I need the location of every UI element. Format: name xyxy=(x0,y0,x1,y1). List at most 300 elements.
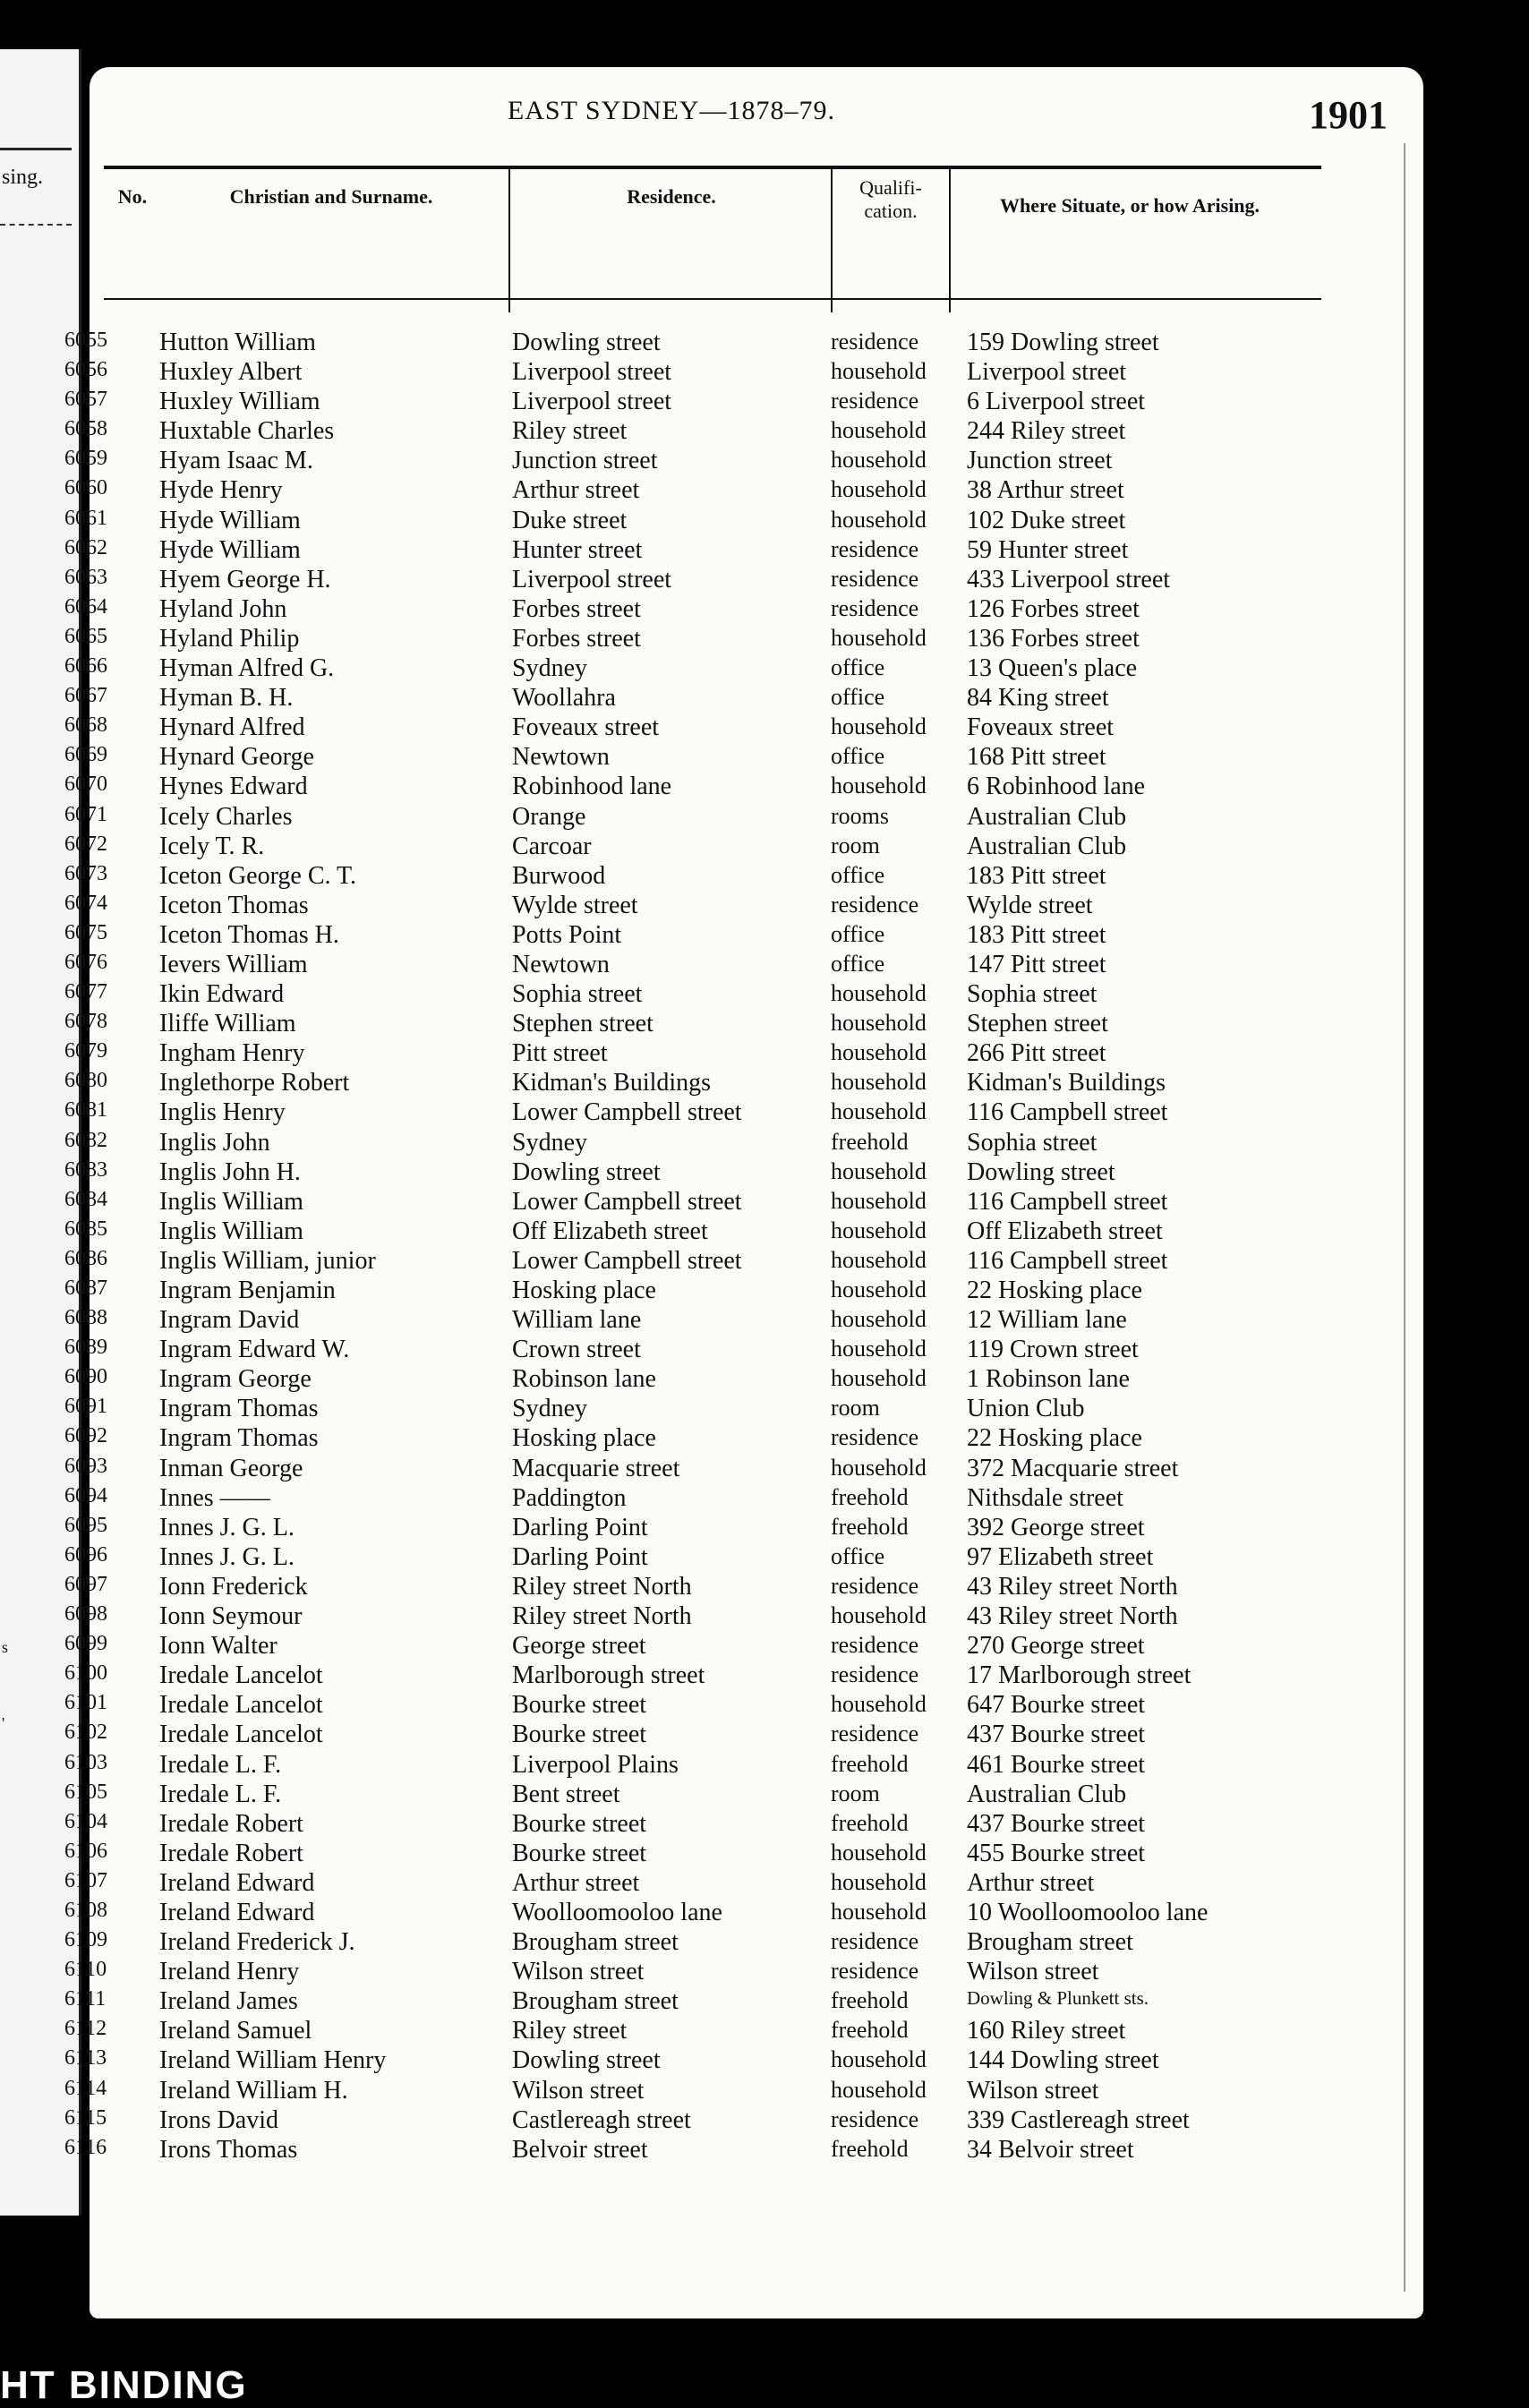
entry-name: Ingram Thomas xyxy=(159,1395,319,1423)
entry-residence: Liverpool street xyxy=(512,358,672,387)
entry-qualification: household xyxy=(831,1336,927,1362)
table-row xyxy=(64,2046,1423,2076)
entry-where-situate: 126 Forbes street xyxy=(967,594,1140,623)
entry-number: 6083 xyxy=(64,1157,107,1182)
entry-number: 6109 xyxy=(64,1928,107,1952)
entry-number: 6110 xyxy=(64,1958,107,1982)
entry-where-situate: 6 Robinhood lane xyxy=(967,773,1146,801)
entry-where-situate: 13 Queen's place xyxy=(967,654,1138,683)
entry-qualification: household xyxy=(831,506,927,533)
entry-residence: Hosking place xyxy=(512,1424,656,1453)
entry-number: 6057 xyxy=(64,388,107,412)
entry-name: Hyde William xyxy=(159,535,301,564)
facing-page-mark: s xyxy=(2,1638,9,1656)
entry-number: 6078 xyxy=(64,1010,107,1034)
entry-where-situate: Australian Club xyxy=(967,802,1127,831)
entry-residence: Bourke street xyxy=(512,1839,647,1867)
entry-qualification: household xyxy=(831,1365,927,1392)
entry-name: Ireland Samuel xyxy=(159,2017,312,2045)
entry-where-situate: Dowling street xyxy=(967,1157,1115,1186)
entry-qualification: freehold xyxy=(831,1128,909,1155)
entry-residence: Foveaux street xyxy=(512,713,660,742)
table-row xyxy=(64,802,1423,833)
register-page xyxy=(64,67,1423,2318)
page-number: 1901 xyxy=(1309,93,1388,137)
entry-where-situate: Australian Club xyxy=(967,832,1127,860)
table-row xyxy=(64,1780,1423,1810)
entry-name: Hyman Alfred G. xyxy=(159,654,335,683)
table-row xyxy=(64,624,1423,654)
entry-name: Huxley Albert xyxy=(159,358,303,387)
entry-residence: William lane xyxy=(512,1306,642,1335)
entry-where-situate: 119 Crown street xyxy=(967,1336,1139,1364)
entry-residence: Newtown xyxy=(512,743,610,772)
column-header-where: Where Situate, or how Arising. xyxy=(999,194,1260,217)
entry-name: Inglis William xyxy=(159,1217,303,1245)
entry-where-situate: 22 Hosking place xyxy=(967,1424,1142,1453)
entry-where-situate: 437 Bourke street xyxy=(967,1721,1146,1749)
entry-residence: Sydney xyxy=(512,1395,587,1423)
table-row xyxy=(64,1424,1423,1454)
entry-residence: Lower Campbell street xyxy=(512,1098,742,1127)
table-row xyxy=(64,920,1423,951)
table-row xyxy=(64,1365,1423,1395)
table-row xyxy=(64,2076,1423,2106)
table-row xyxy=(64,1928,1423,1958)
entry-qualification: household xyxy=(831,447,927,474)
column-header-rule xyxy=(104,298,1321,300)
table-row xyxy=(64,417,1423,447)
entry-name: Ievers William xyxy=(159,950,308,978)
table-row xyxy=(64,1306,1423,1336)
facing-page-dashed-rule xyxy=(0,224,72,226)
column-header-no: No. xyxy=(117,185,148,208)
entry-qualification: office xyxy=(831,920,885,947)
entry-name: Hutton William xyxy=(159,329,316,356)
entry-residence: Kidman's Buildings xyxy=(512,1069,712,1097)
table-row xyxy=(64,358,1423,388)
entry-qualification: office xyxy=(831,743,885,770)
table-row xyxy=(64,743,1423,773)
entry-number: 6082 xyxy=(64,1128,107,1152)
entry-where-situate: 183 Pitt street xyxy=(967,861,1106,890)
entry-qualification: household xyxy=(831,2076,927,2103)
entry-residence: Bourke street xyxy=(512,1691,647,1720)
entry-residence: Brougham street xyxy=(512,1928,679,1957)
entry-number: 6088 xyxy=(64,1306,107,1330)
entry-number: 6106 xyxy=(64,1839,107,1863)
entry-residence: Riley street North xyxy=(512,1572,692,1601)
entry-name: Inglis William, junior xyxy=(159,1246,376,1275)
entry-name: Hyde William xyxy=(159,506,301,534)
entry-name: Hyland John xyxy=(159,594,287,623)
entry-residence: Newtown xyxy=(512,950,610,978)
entry-number: 6075 xyxy=(64,920,107,944)
entry-name: Ingram George xyxy=(159,1365,312,1394)
entry-where-situate: 160 Riley street xyxy=(967,2017,1126,2045)
entry-qualification: household xyxy=(831,1010,927,1037)
entry-where-situate: Liverpool street xyxy=(967,358,1127,387)
entry-qualification: household xyxy=(831,1277,927,1302)
entry-number: 6061 xyxy=(64,506,107,530)
table-row xyxy=(64,1987,1423,2017)
entry-where-situate: 437 Bourke street xyxy=(967,1809,1146,1838)
entry-name: Huxley William xyxy=(159,388,320,416)
entry-name: Innes J. G. L. xyxy=(159,1513,295,1541)
table-row xyxy=(64,2017,1423,2046)
entry-residence: Forbes street xyxy=(512,594,641,623)
table-row xyxy=(64,713,1423,743)
entry-qualification: residence xyxy=(831,594,919,621)
column-header-qualification: Qualifi- cation. xyxy=(859,176,922,222)
table-row xyxy=(64,1039,1423,1069)
table-row xyxy=(64,1542,1423,1573)
entry-name: Iceton Thomas H. xyxy=(159,920,339,949)
column-header-residence: Residence. xyxy=(627,185,716,208)
entry-where-situate: 43 Riley street North xyxy=(967,1602,1178,1631)
entry-name: Hyem George H. xyxy=(159,565,331,593)
entry-where-situate: 43 Riley street North xyxy=(967,1572,1178,1601)
table-row xyxy=(64,1217,1423,1247)
entry-where-situate: Nithsdale street xyxy=(967,1483,1123,1512)
entry-name: Ireland William Henry xyxy=(159,2046,387,2075)
table-row xyxy=(64,1128,1423,1158)
entry-name: Ireland Edward xyxy=(159,1868,315,1897)
entry-residence: Brougham street xyxy=(512,1987,679,2016)
entry-residence: Sydney xyxy=(512,1128,587,1157)
entry-residence: Woolloomooloo lane xyxy=(512,1898,722,1926)
table-row xyxy=(64,1454,1423,1484)
entry-residence: Marlborough street xyxy=(512,1661,705,1690)
entry-number: 6105 xyxy=(64,1780,107,1804)
table-row xyxy=(64,684,1423,713)
entry-qualification: household xyxy=(831,1454,927,1481)
entry-where-situate: 455 Bourke street xyxy=(967,1839,1146,1867)
entry-number: 6081 xyxy=(64,1098,107,1123)
entry-where-situate: 147 Pitt street xyxy=(967,950,1106,978)
entry-residence: Liverpool street xyxy=(512,565,672,593)
entry-where-situate: Foveaux street xyxy=(967,713,1115,742)
entry-where-situate: 159 Dowling street xyxy=(967,329,1159,356)
entry-residence: Belvoir street xyxy=(512,2135,648,2164)
entry-qualification: freehold xyxy=(831,1809,909,1836)
entry-qualification: residence xyxy=(831,565,919,592)
table-row xyxy=(64,1958,1423,1987)
entry-name: Ionn Walter xyxy=(159,1632,278,1661)
entry-where-situate: 1 Robinson lane xyxy=(967,1365,1130,1394)
table-row xyxy=(64,565,1423,595)
entry-qualification: household xyxy=(831,417,927,444)
entry-where-situate: 433 Liverpool street xyxy=(967,565,1171,593)
entry-number: 6055 xyxy=(64,329,107,352)
entry-residence: Robinhood lane xyxy=(512,773,672,801)
table-row xyxy=(64,1336,1423,1365)
table-row xyxy=(64,1572,1423,1602)
entry-name: Innes J. G. L. xyxy=(159,1542,295,1571)
page-title: EAST SYDNEY—1878–79. xyxy=(507,96,836,125)
entry-name: Ingram David xyxy=(159,1306,300,1335)
entry-number: 6066 xyxy=(64,654,107,679)
entry-qualification: room xyxy=(831,832,880,858)
entry-qualification: room xyxy=(831,1395,880,1422)
entry-qualification: household xyxy=(831,476,927,503)
entry-name: Ireland Frederick J. xyxy=(159,1928,355,1957)
entry-where-situate: Arthur street xyxy=(967,1868,1095,1897)
entry-where-situate: Union Club xyxy=(967,1395,1085,1423)
entry-number: 6063 xyxy=(64,565,107,589)
entry-where-situate: 10 Woolloomooloo lane xyxy=(967,1898,1209,1926)
table-row xyxy=(64,1395,1423,1424)
entry-name: Icely T. R. xyxy=(159,832,265,860)
entry-number: 6062 xyxy=(64,535,107,559)
entry-qualification: room xyxy=(831,1780,880,1806)
entry-qualification: office xyxy=(831,654,885,681)
entry-residence: Burwood xyxy=(512,861,606,890)
entry-number: 6080 xyxy=(64,1069,107,1093)
table-row xyxy=(64,1839,1423,1869)
entry-where-situate: 136 Forbes street xyxy=(967,624,1140,653)
entry-name: Iredale Robert xyxy=(159,1839,303,1867)
entry-qualification: freehold xyxy=(831,1750,909,1777)
entry-residence: Dowling street xyxy=(512,2046,661,2075)
entry-residence: Riley street North xyxy=(512,1602,692,1631)
table-row xyxy=(64,535,1423,566)
table-row xyxy=(64,861,1423,892)
entry-residence: Dowling street xyxy=(512,1157,661,1186)
entry-number: 6085 xyxy=(64,1217,107,1241)
entry-name: Hynard Alfred xyxy=(159,713,305,742)
entry-number: 6077 xyxy=(64,980,107,1004)
entry-where-situate: 270 George street xyxy=(967,1632,1145,1661)
entry-residence: Arthur street xyxy=(512,1868,640,1897)
entry-qualification: residence xyxy=(831,891,919,918)
entry-number: 6098 xyxy=(64,1602,107,1627)
entry-number: 6059 xyxy=(64,447,107,471)
entry-where-situate: Sophia street xyxy=(967,1128,1098,1157)
entry-name: Ingram Edward W. xyxy=(159,1336,350,1364)
entry-qualification: household xyxy=(831,1217,927,1243)
entry-qualification: freehold xyxy=(831,1483,909,1510)
table-row xyxy=(64,1277,1423,1306)
entry-number: 6090 xyxy=(64,1365,107,1389)
entry-name: Inglis John xyxy=(159,1128,270,1157)
entry-qualification: household xyxy=(831,1157,927,1184)
entry-where-situate: 97 Elizabeth street xyxy=(967,1542,1154,1571)
entry-number: 6111 xyxy=(64,1987,107,2011)
entry-qualification: household xyxy=(831,1306,927,1333)
table-row xyxy=(64,1661,1423,1691)
entry-where-situate: Wilson street xyxy=(967,2076,1099,2105)
entry-where-situate: 116 Campbell street xyxy=(967,1246,1168,1275)
entry-number: 6115 xyxy=(64,2105,107,2130)
table-row xyxy=(64,654,1423,684)
entry-name: Ikin Edward xyxy=(159,980,285,1009)
entry-qualification: residence xyxy=(831,1661,919,1688)
entry-where-situate: Junction street xyxy=(967,447,1113,475)
entry-name: Inglethorpe Robert xyxy=(159,1069,350,1097)
entry-qualification: household xyxy=(831,358,927,385)
table-row xyxy=(64,1602,1423,1632)
entry-number: 6070 xyxy=(64,773,107,797)
table-row xyxy=(64,388,1423,417)
entry-where-situate: 116 Campbell street xyxy=(967,1187,1168,1216)
entry-number: 6079 xyxy=(64,1039,107,1063)
entry-qualification: residence xyxy=(831,1632,919,1659)
table-row xyxy=(64,1809,1423,1840)
table-row xyxy=(64,1513,1423,1543)
entry-qualification: household xyxy=(831,1691,927,1718)
entry-number: 6112 xyxy=(64,2017,107,2041)
table-row xyxy=(64,1632,1423,1661)
table-row xyxy=(64,1750,1423,1780)
entry-where-situate: 647 Bourke street xyxy=(967,1691,1146,1720)
entry-where-situate: Kidman's Buildings xyxy=(967,1069,1166,1097)
entry-residence: Pitt street xyxy=(512,1039,608,1068)
entry-where-situate: Sophia street xyxy=(967,980,1098,1009)
entry-number: 6102 xyxy=(64,1721,107,1745)
entry-number: 6089 xyxy=(64,1336,107,1360)
entry-where-situate: 461 Bourke street xyxy=(967,1750,1146,1779)
entry-name: Iredale L. F. xyxy=(159,1750,282,1779)
entry-residence: Junction street xyxy=(512,447,658,475)
entry-name: Ireland James xyxy=(159,1987,298,2016)
entry-residence: Off Elizabeth street xyxy=(512,1217,708,1245)
entry-qualification: residence xyxy=(831,329,919,354)
entry-qualification: residence xyxy=(831,388,919,414)
table-row xyxy=(64,2105,1423,2136)
table-row xyxy=(64,1069,1423,1098)
entry-name: Ireland Henry xyxy=(159,1958,300,1986)
entry-where-situate: 12 William lane xyxy=(967,1306,1127,1335)
entry-name: Inglis William xyxy=(159,1187,303,1216)
entry-residence: Sydney xyxy=(512,654,587,683)
entry-residence: Duke street xyxy=(512,506,628,534)
table-row xyxy=(64,832,1423,862)
entry-residence: Wylde street xyxy=(512,891,638,919)
table-row xyxy=(64,1898,1423,1928)
entry-qualification: household xyxy=(831,1898,927,1925)
entry-qualification: household xyxy=(831,1602,927,1629)
table-row xyxy=(64,1691,1423,1721)
entry-number: 6095 xyxy=(64,1513,107,1537)
entry-number: 6067 xyxy=(64,684,107,708)
entry-where-situate: 59 Hunter street xyxy=(967,535,1129,564)
table-row xyxy=(64,1483,1423,1514)
entry-number: 6091 xyxy=(64,1395,107,1419)
entry-qualification: residence xyxy=(831,1424,919,1451)
entry-residence: Arthur street xyxy=(512,476,640,505)
entry-qualification: household xyxy=(831,1039,927,1066)
table-row xyxy=(64,950,1423,980)
entry-name: Hyam Isaac M. xyxy=(159,447,313,475)
entry-where-situate: 102 Duke street xyxy=(967,506,1126,534)
entry-name: Inglis Henry xyxy=(159,1098,286,1127)
entry-name: Innes —— xyxy=(159,1483,270,1512)
entry-residence: Sophia street xyxy=(512,980,643,1009)
entry-name: Ireland William H. xyxy=(159,2076,348,2105)
entry-number: 6093 xyxy=(64,1454,107,1478)
entry-qualification: household xyxy=(831,1868,927,1895)
entry-qualification: office xyxy=(831,684,885,711)
table-row xyxy=(64,1187,1423,1217)
page-edge-shadow xyxy=(1404,143,1405,2292)
entry-number: 6097 xyxy=(64,1572,107,1596)
entry-number: 6060 xyxy=(64,476,107,500)
entry-name: Iredale Robert xyxy=(159,1809,303,1838)
entry-name: Iredale L. F. xyxy=(159,1780,282,1808)
entry-where-situate: Wilson street xyxy=(967,1958,1099,1986)
entry-number: 6100 xyxy=(64,1661,107,1686)
header-rule xyxy=(104,166,1321,169)
entry-residence: Darling Point xyxy=(512,1542,648,1571)
entry-number: 6064 xyxy=(64,594,107,619)
entry-residence: Riley street xyxy=(512,2017,628,2045)
entry-residence: George street xyxy=(512,1632,646,1661)
entry-number: 6069 xyxy=(64,743,107,767)
entry-name: Iredale Lancelot xyxy=(159,1661,323,1690)
entry-number: 6086 xyxy=(64,1246,107,1270)
entry-number: 6103 xyxy=(64,1750,107,1774)
entry-number: 6068 xyxy=(64,713,107,738)
entry-where-situate: 392 George street xyxy=(967,1513,1145,1541)
entry-number: 6101 xyxy=(64,1691,107,1715)
entry-residence: Riley street xyxy=(512,417,628,446)
entry-qualification: freehold xyxy=(831,1987,909,2014)
entry-residence: Bent street xyxy=(512,1780,620,1808)
entry-where-situate: Stephen street xyxy=(967,1010,1108,1038)
facing-page-mark: ' xyxy=(2,1714,5,1732)
entry-name: Irons Thomas xyxy=(159,2135,298,2164)
entry-qualification: residence xyxy=(831,1721,919,1747)
entry-residence: Woollahra xyxy=(512,684,616,713)
entry-where-situate: 168 Pitt street xyxy=(967,743,1106,772)
entry-where-situate: 34 Belvoir street xyxy=(967,2135,1134,2164)
entry-qualification: freehold xyxy=(831,2017,909,2044)
entry-residence: Liverpool street xyxy=(512,388,672,416)
entry-name: Hynard George xyxy=(159,743,314,772)
entry-qualification: residence xyxy=(831,1958,919,1985)
entry-residence: Wilson street xyxy=(512,2076,645,2105)
entry-residence: Orange xyxy=(512,802,586,831)
entry-name: Hynes Edward xyxy=(159,773,308,801)
table-row xyxy=(64,329,1423,358)
entry-residence: Lower Campbell street xyxy=(512,1187,742,1216)
table-row xyxy=(64,476,1423,506)
entry-name: Irons David xyxy=(159,2105,278,2134)
table-row xyxy=(64,1157,1423,1188)
entry-number: 6056 xyxy=(64,358,107,382)
entry-residence: Liverpool Plains xyxy=(512,1750,679,1779)
entry-where-situate: 22 Hosking place xyxy=(967,1277,1142,1304)
entry-qualification: household xyxy=(831,1839,927,1866)
entry-qualification: office xyxy=(831,950,885,977)
register-table xyxy=(64,329,1423,2165)
entry-residence: Wilson street xyxy=(512,1958,645,1986)
entry-where-situate: Wylde street xyxy=(967,891,1093,919)
entry-qualification: household xyxy=(831,1246,927,1273)
entry-name: Huxtable Charles xyxy=(159,417,335,446)
entry-qualification: household xyxy=(831,624,927,651)
table-row xyxy=(64,1098,1423,1128)
binding-label: HT BINDING xyxy=(0,2363,248,2407)
entry-number: 6072 xyxy=(64,832,107,856)
entry-name: Ireland Edward xyxy=(159,1898,315,1926)
entry-where-situate: 38 Arthur street xyxy=(967,476,1124,505)
entry-name: Hyland Philip xyxy=(159,624,300,653)
entry-number: 6099 xyxy=(64,1632,107,1656)
entry-number: 6076 xyxy=(64,950,107,974)
table-row xyxy=(64,1010,1423,1039)
